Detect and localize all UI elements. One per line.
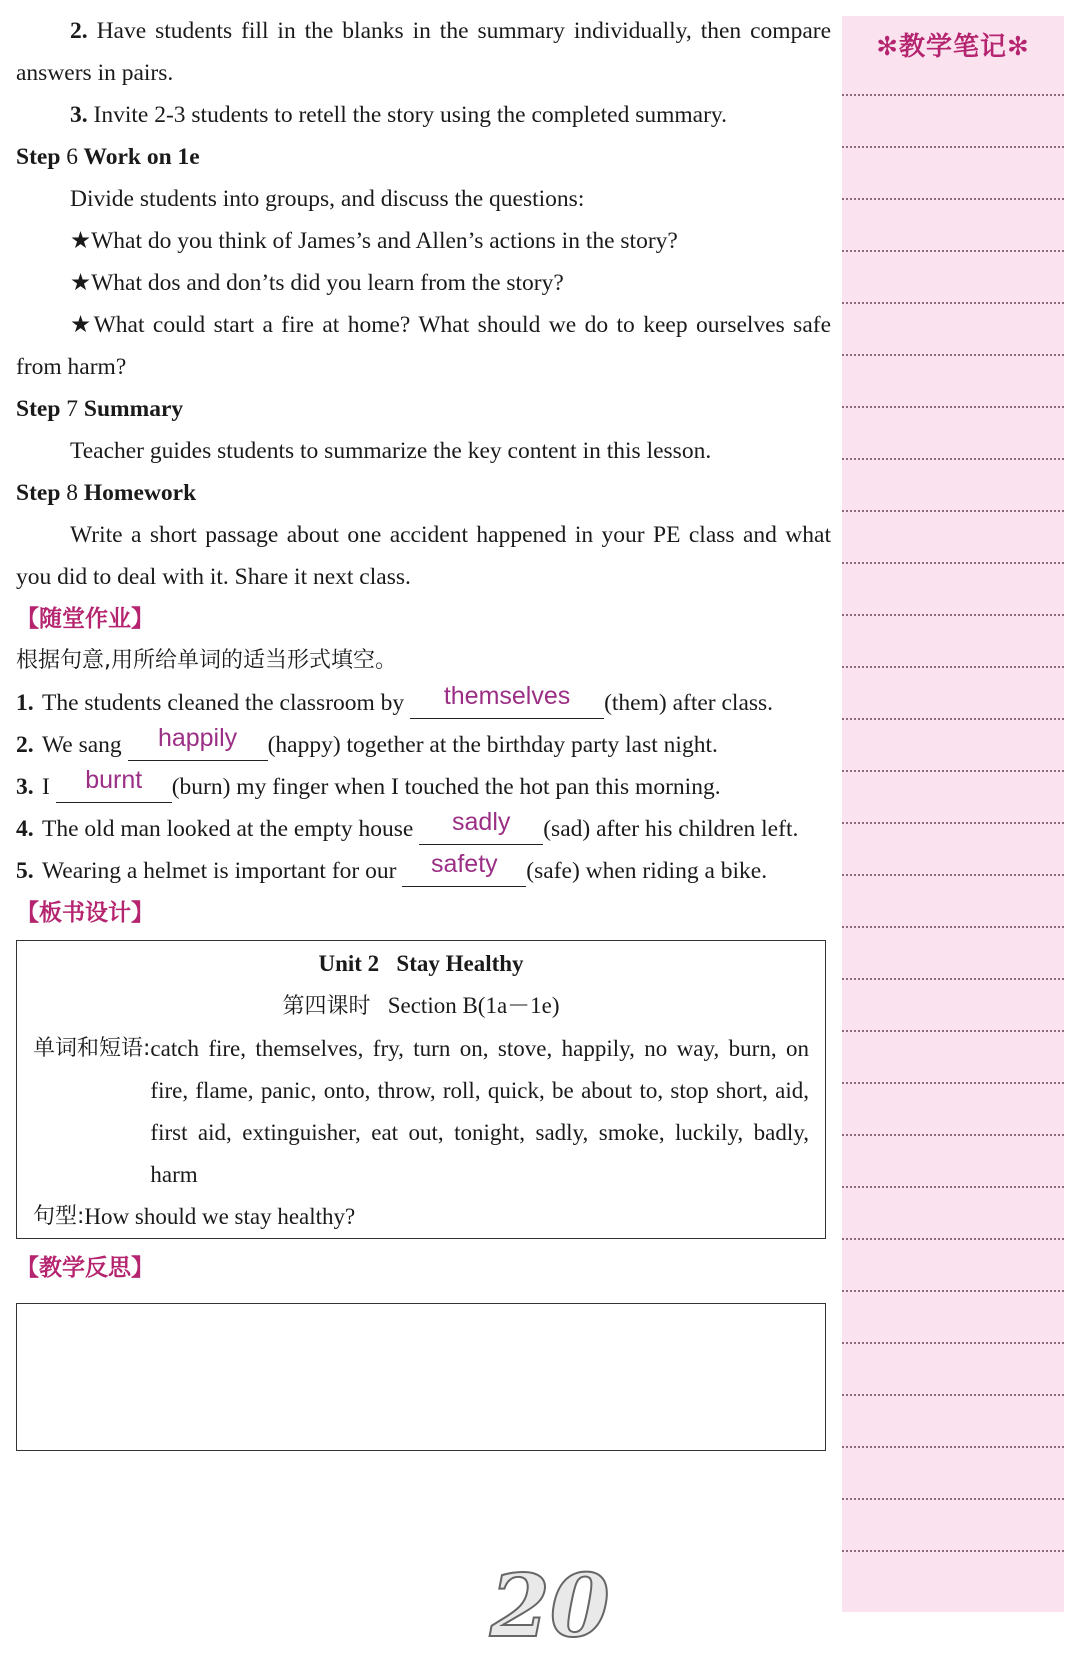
board-pattern: 句型: How should we stay healthy? bbox=[33, 1204, 356, 1229]
note-line bbox=[842, 146, 1064, 148]
reflection-box[interactable] bbox=[16, 1303, 826, 1451]
step7-title: Step 7 Summary bbox=[16, 396, 184, 422]
note-line bbox=[842, 770, 1064, 772]
exercise-item: 5. Wearing a helmet is important for our safety (safe) when riding a bike. bbox=[16, 850, 831, 892]
step8-text: Write a short passage about one accident happened in your PE class and what you did to deal with it. Share it next class. bbox=[16, 522, 831, 590]
note-line bbox=[842, 1238, 1064, 1240]
note-line bbox=[842, 614, 1064, 616]
note-line bbox=[842, 718, 1064, 720]
note-line bbox=[842, 1290, 1064, 1292]
answer-text: safety bbox=[430, 850, 498, 878]
note-line bbox=[842, 302, 1064, 304]
note-line bbox=[842, 666, 1064, 668]
homework-heading: 【随堂作业】 bbox=[16, 606, 154, 632]
note-line bbox=[842, 458, 1064, 460]
note-line bbox=[842, 1134, 1064, 1136]
step6-intro: Divide students into groups, and discuss the questions: bbox=[70, 186, 585, 212]
note-line bbox=[842, 874, 1064, 876]
note-line bbox=[842, 1550, 1064, 1552]
note-line bbox=[842, 406, 1064, 408]
step6-question: ★What do you think of James’s and Allen’s actions in the story? bbox=[70, 228, 678, 254]
notes-title: ✻教学笔记✻ bbox=[876, 32, 1030, 62]
step6-question: ★What could start a fire at home? What should we do to keep ourselves safe from harm? bbox=[16, 312, 831, 380]
note-line bbox=[842, 1342, 1064, 1344]
step6-title: Step 6 Work on 1e bbox=[16, 144, 200, 170]
reflection-heading: 【教学反思】 bbox=[16, 1255, 154, 1281]
board-unit-title: Unit 2 Stay Healthy bbox=[318, 951, 524, 976]
note-line bbox=[842, 1498, 1064, 1500]
homework-instruction: 根据句意,用所给单词的适当形式填空。 bbox=[16, 648, 397, 673]
note-line bbox=[842, 926, 1064, 928]
exercise-item: 1. The students cleaned the classroom by themselves (them) after class. bbox=[16, 682, 831, 724]
exercise-item: 4. The old man looked at the empty house sadly (sad) after his children left. bbox=[16, 808, 831, 850]
note-line bbox=[842, 1082, 1064, 1084]
note-line bbox=[842, 94, 1064, 96]
note-line bbox=[842, 198, 1064, 200]
answer-text: sadly bbox=[452, 808, 511, 836]
page-number: 20 bbox=[490, 1556, 610, 1657]
step-item-3: 3. Invite 2-3 students to retell the story using the completed summary. bbox=[70, 102, 728, 128]
exercise-item: 2. We sang happily (happy) together at the birthday party last night. bbox=[16, 724, 831, 766]
board-vocab: 单词和短语: catch fire, themselves, fry, turn on, stove, happily, no way, burn, on fire, flame, panic, onto, throw, roll, quick, be about to, stop short, aid, first aid, extinguisher, eat out, tonight, sadly, smoke, luckily, badly, harm bbox=[33, 1036, 809, 1187]
board-design-box bbox=[16, 940, 826, 1239]
answer-text: themselves bbox=[443, 682, 571, 710]
note-line bbox=[842, 1394, 1064, 1396]
notes-sidebar bbox=[842, 16, 1064, 1612]
note-line bbox=[842, 978, 1064, 980]
note-line bbox=[842, 562, 1064, 564]
lesson-content bbox=[16, 10, 831, 1451]
exercise-item: 3. I burnt (burn) my finger when I touched the hot pan this morning. bbox=[16, 766, 831, 808]
step8-title: Step 8 Homework bbox=[16, 480, 197, 506]
board-lesson: 第四课时 Section B(1a－1e) bbox=[282, 993, 560, 1019]
note-line bbox=[842, 354, 1064, 356]
answer-text: burnt bbox=[85, 766, 143, 794]
step7-text: Teacher guides students to summarize the key content in this lesson. bbox=[70, 438, 712, 464]
board-design-heading: 【板书设计】 bbox=[16, 900, 154, 926]
step6-question: ★What dos and don’ts did you learn from the story? bbox=[70, 270, 564, 296]
note-line bbox=[842, 1030, 1064, 1032]
note-line bbox=[842, 822, 1064, 824]
step-item-2: 2. Have students fill in the blanks in the summary individually, then compare answers in pairs. bbox=[16, 18, 831, 86]
note-line bbox=[842, 1446, 1064, 1448]
answer-text: happily bbox=[157, 724, 238, 752]
note-line bbox=[842, 510, 1064, 512]
note-line bbox=[842, 1186, 1064, 1188]
note-line bbox=[842, 250, 1064, 252]
